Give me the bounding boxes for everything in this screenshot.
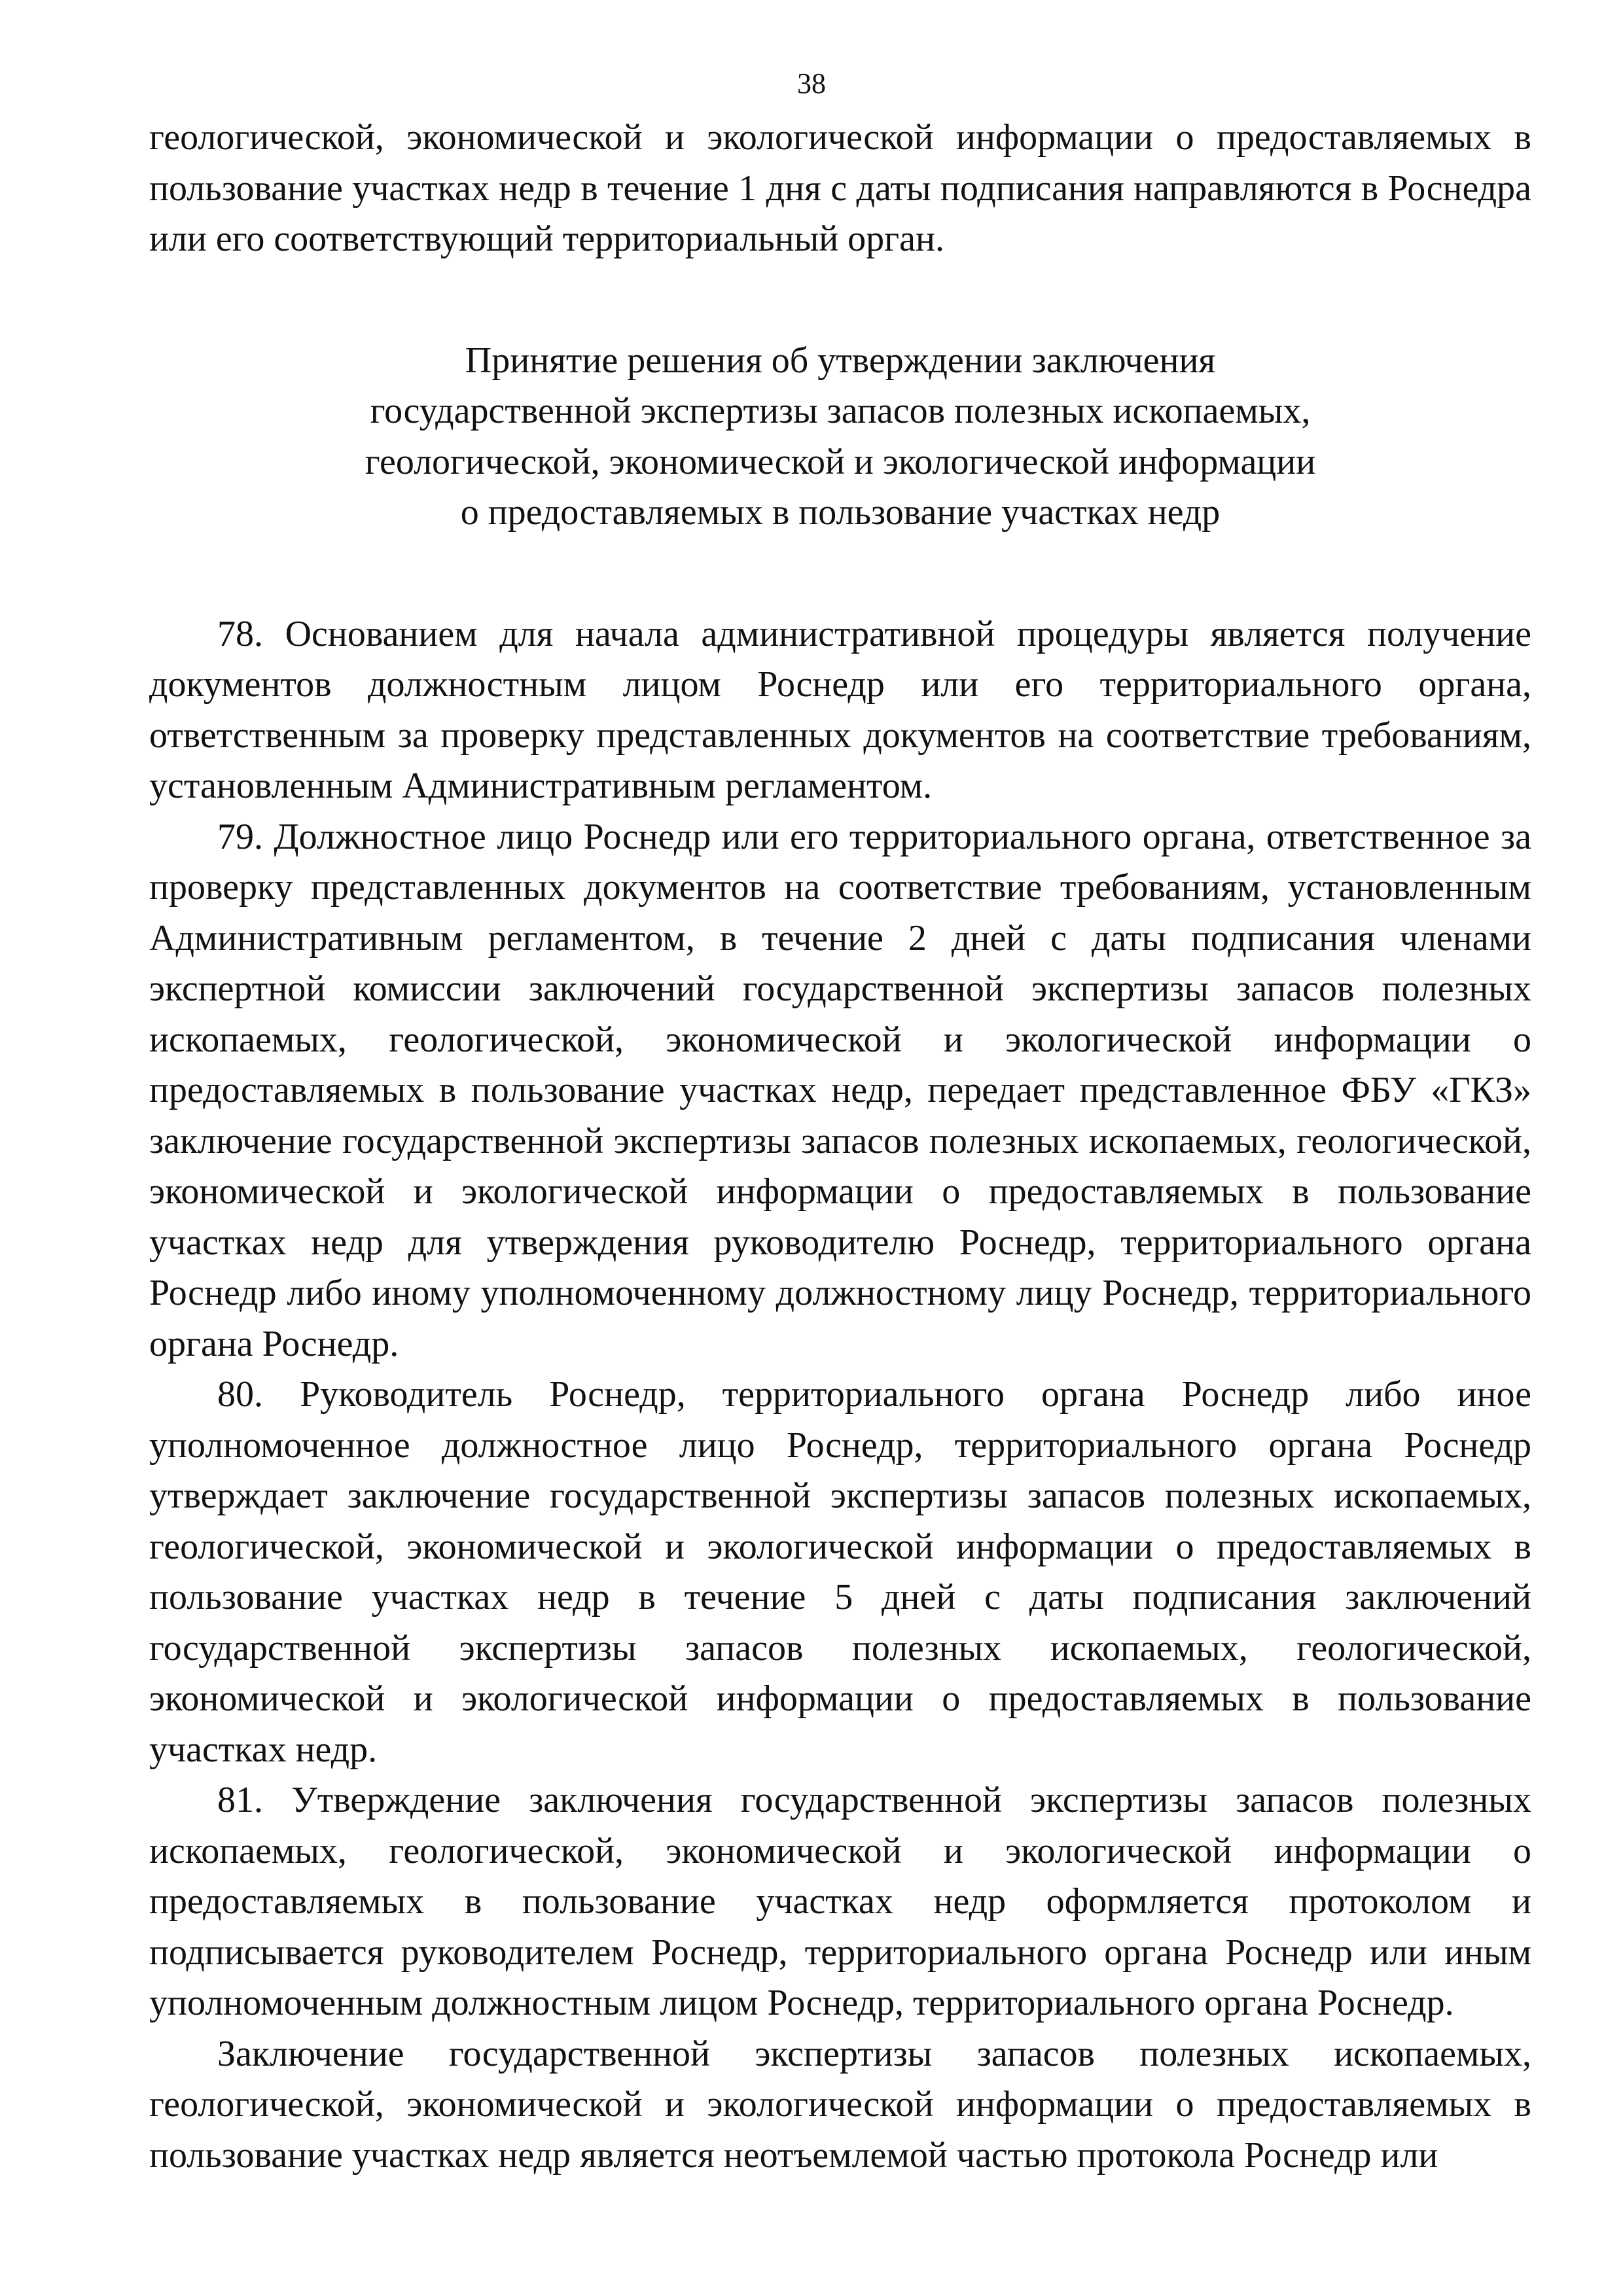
paragraph-80: 80. Руководитель Роснедр, территориального органа Роснедр либо иное уполномоченное должностное лицо Роснедр, территориального органа Роснедр утверждает заключение государственной экспертизы запасов полезных ископаемых, геологической, экономической и экологической информации о предоставляемых в пользование участках недр в течение 5 дней с даты подписания заключений государственной экспертизы запасов полезных ископаемых, геологической, экономической и экологической информации о предоставляемых в пользование участках недр. bbox=[149, 1374, 1531, 1770]
section-title-line: государственной экспертизы запасов полезных ископаемых, bbox=[370, 391, 1311, 431]
page-number: 38 bbox=[797, 67, 826, 99]
document-body bbox=[149, 113, 1531, 2181]
opening-paragraph: геологической, экономической и экологической информации о предоставляемых в пользование участках недр в течение 1 дня с даты подписания направляются в Роснедра или его соответствующий территориальный орган. bbox=[149, 117, 1531, 259]
section-title-line: Принятие решения об утверждении заключения bbox=[465, 340, 1216, 381]
paragraph-79: 79. Должностное лицо Роснедр или его территориального органа, ответственное за проверку представленных документов на соответствие требованиям, установленным Административным регламентом, в течение 2 дней с даты подписания членами экспертной комиссии заключений государственной экспертизы запасов полезных ископаемых, геологической, экономической и экологической информации о предоставляемых в пользование участках недр, передает представленное ФБУ «ГКЗ» заключение государственной экспертизы запасов полезных ископаемых, геологической, экономической и экологической информации о предоставляемых в пользование участках недр для утверждения руководителю Роснедр, территориального органа Роснедр либо иному уполномоченному должностному лицу Роснедр, территориального органа Роснедр. bbox=[149, 816, 1531, 1364]
section-title-line: о предоставляемых в пользование участках недр bbox=[460, 492, 1221, 533]
section-title bbox=[149, 336, 1531, 539]
paragraph-81: 81. Утверждение заключения государственной экспертизы запасов полезных ископаемых, геологической, экономической и экологической информации о предоставляемых в пользование участках недр оформляется протоколом и подписывается руководителем Роснедр, территориального органа Роснедр или иным уполномоченным должностным лицом Роснедр, территориального органа Роснедр. bbox=[149, 1780, 1531, 2023]
paragraph-continuation: Заключение государственной экспертизы запасов полезных ископаемых, геологической, экономической и экологической информации о предоставляемых в пользование участках недр является неотъемлемой частью протокола Роснедр или bbox=[149, 2033, 1531, 2176]
section-title-line: геологической, экономической и экологической информации bbox=[365, 441, 1316, 482]
paragraph-78: 78. Основанием для начала административной процедуры является получение документов должностным лицом Роснедр или его территориального органа, ответственным за проверку представленных документов на соответствие требованиям, установленным Административным регламентом. bbox=[149, 613, 1531, 806]
